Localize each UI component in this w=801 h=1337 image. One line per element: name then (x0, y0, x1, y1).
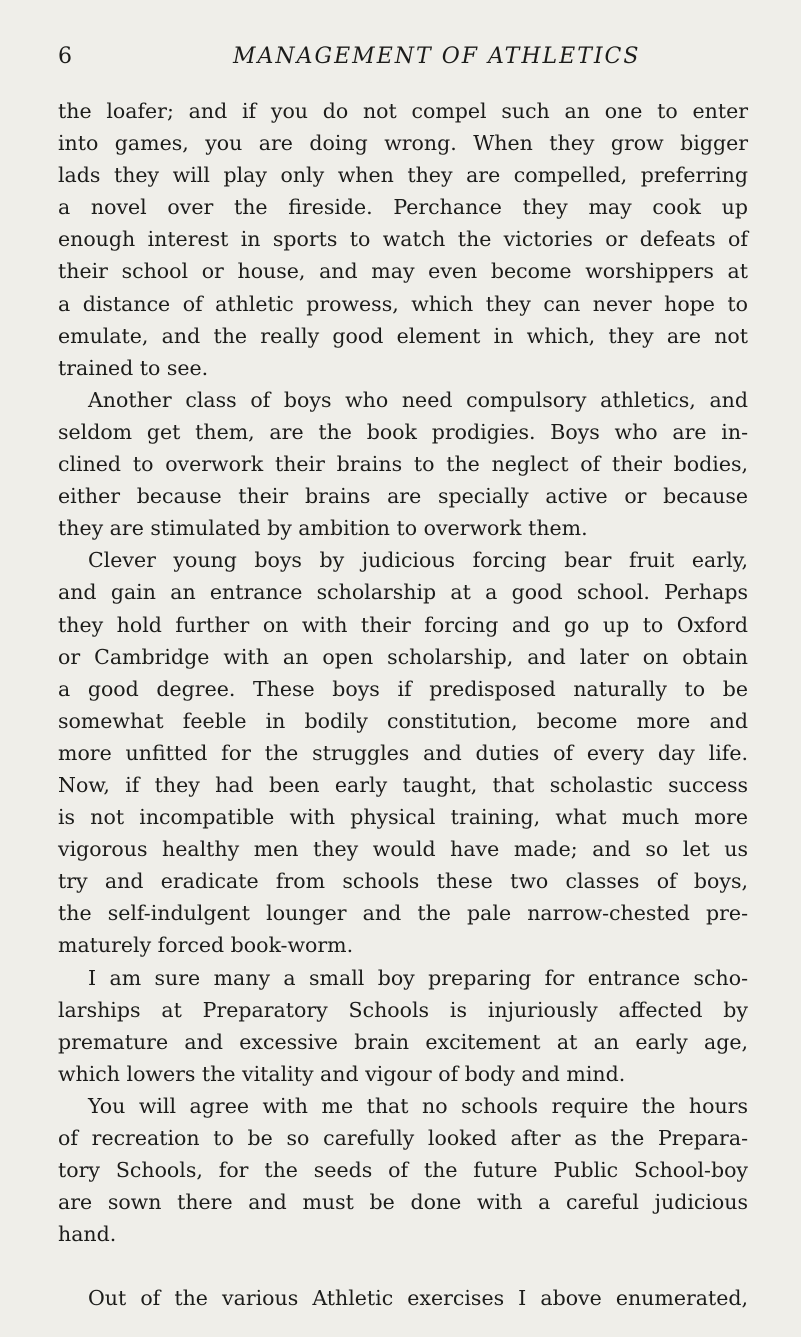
text-line: clined to overwork their brains to the neglect of their bodies, (58, 452, 748, 477)
text-line: are sown there and must be done with a careful judicious (58, 1190, 748, 1215)
text-line: a distance of athletic prowess, which they can never hope to (58, 291, 748, 316)
text-line: of recreation to be so carefully looked after as the Prepara- (58, 1126, 748, 1150)
text-line: their school or house, and may even become worshippers at (58, 259, 748, 284)
paragraph-gap (58, 1250, 748, 1282)
text-line: tory Schools, for the seeds of the future Public School-boy (58, 1158, 748, 1183)
text-line: emulate, and the really good element in which, they are not (58, 323, 748, 348)
text-line: into games, you are doing wrong. When they grow bigger (58, 131, 748, 156)
running-head (58, 44, 748, 84)
text-line: the self-indulgent lounger and the pale narrow-chested pre- (58, 901, 748, 926)
text-line: a novel over the fireside. Perchance they may cook up (58, 195, 748, 220)
text-line: hand. (58, 1222, 117, 1247)
page-number: 6 (58, 44, 72, 69)
text-line: lads they will play only when they are compelled, preferring (58, 163, 748, 188)
text-line: seldom get them, are the book prodigies. Boys who are in- (58, 419, 748, 444)
text-line: trained to see. (58, 355, 209, 380)
text-line: a good degree. These boys if predisposed naturally to be (58, 676, 748, 701)
text-line: which lowers the vitality and vigour of body and mind. (58, 1061, 626, 1086)
text-line: enough interest in sports to watch the victories or defeats of (58, 227, 748, 252)
running-title: MANAGEMENT OF ATHLETICS (233, 44, 641, 69)
text-line: Now, if they had been early taught, that scholastic success (58, 772, 748, 797)
text-line: vigorous healthy men they would have made; and so let us (58, 837, 748, 862)
text-line: more unfitted for the struggles and duties of every day life. (58, 740, 748, 765)
text-line: Clever young boys by judicious forcing bear fruit early, (88, 548, 748, 573)
text-line: try and eradicate from schools these two classes of boys, (58, 869, 748, 894)
text-line: either because their brains are specially active or because (58, 484, 748, 509)
text-line: they hold further on with their forcing and go up to Oxford (58, 612, 748, 637)
text-line: the loafer; and if you do not compel such an one to enter (58, 99, 748, 123)
text-line: and gain an entrance scholarship at a good school. Perhaps (58, 580, 748, 605)
text-line: somewhat feeble in bodily constitution, become more and (58, 708, 748, 733)
text-line: maturely forced book-worm. (58, 933, 354, 958)
text-line: is not incompatible with physical training, what much more (58, 805, 748, 830)
text-line: I am sure many a small boy preparing for entrance scho- (88, 965, 748, 990)
text-line: premature and excessive brain excitement at an early age, (58, 1029, 748, 1054)
body-text (58, 95, 748, 1314)
text-line: Another class of boys who need compulsory athletics, and (88, 387, 748, 412)
text-line: You will agree with me that no schools require the hours (88, 1093, 748, 1118)
text-line: Out of the various Athletic exercises I above enumerated, (88, 1286, 748, 1311)
text-line: larships at Preparatory Schools is injuriously affected by (58, 997, 748, 1022)
text-line: they are stimulated by ambition to overwork them. (58, 516, 588, 541)
text-line: or Cambridge with an open scholarship, and later on obtain (58, 644, 748, 669)
